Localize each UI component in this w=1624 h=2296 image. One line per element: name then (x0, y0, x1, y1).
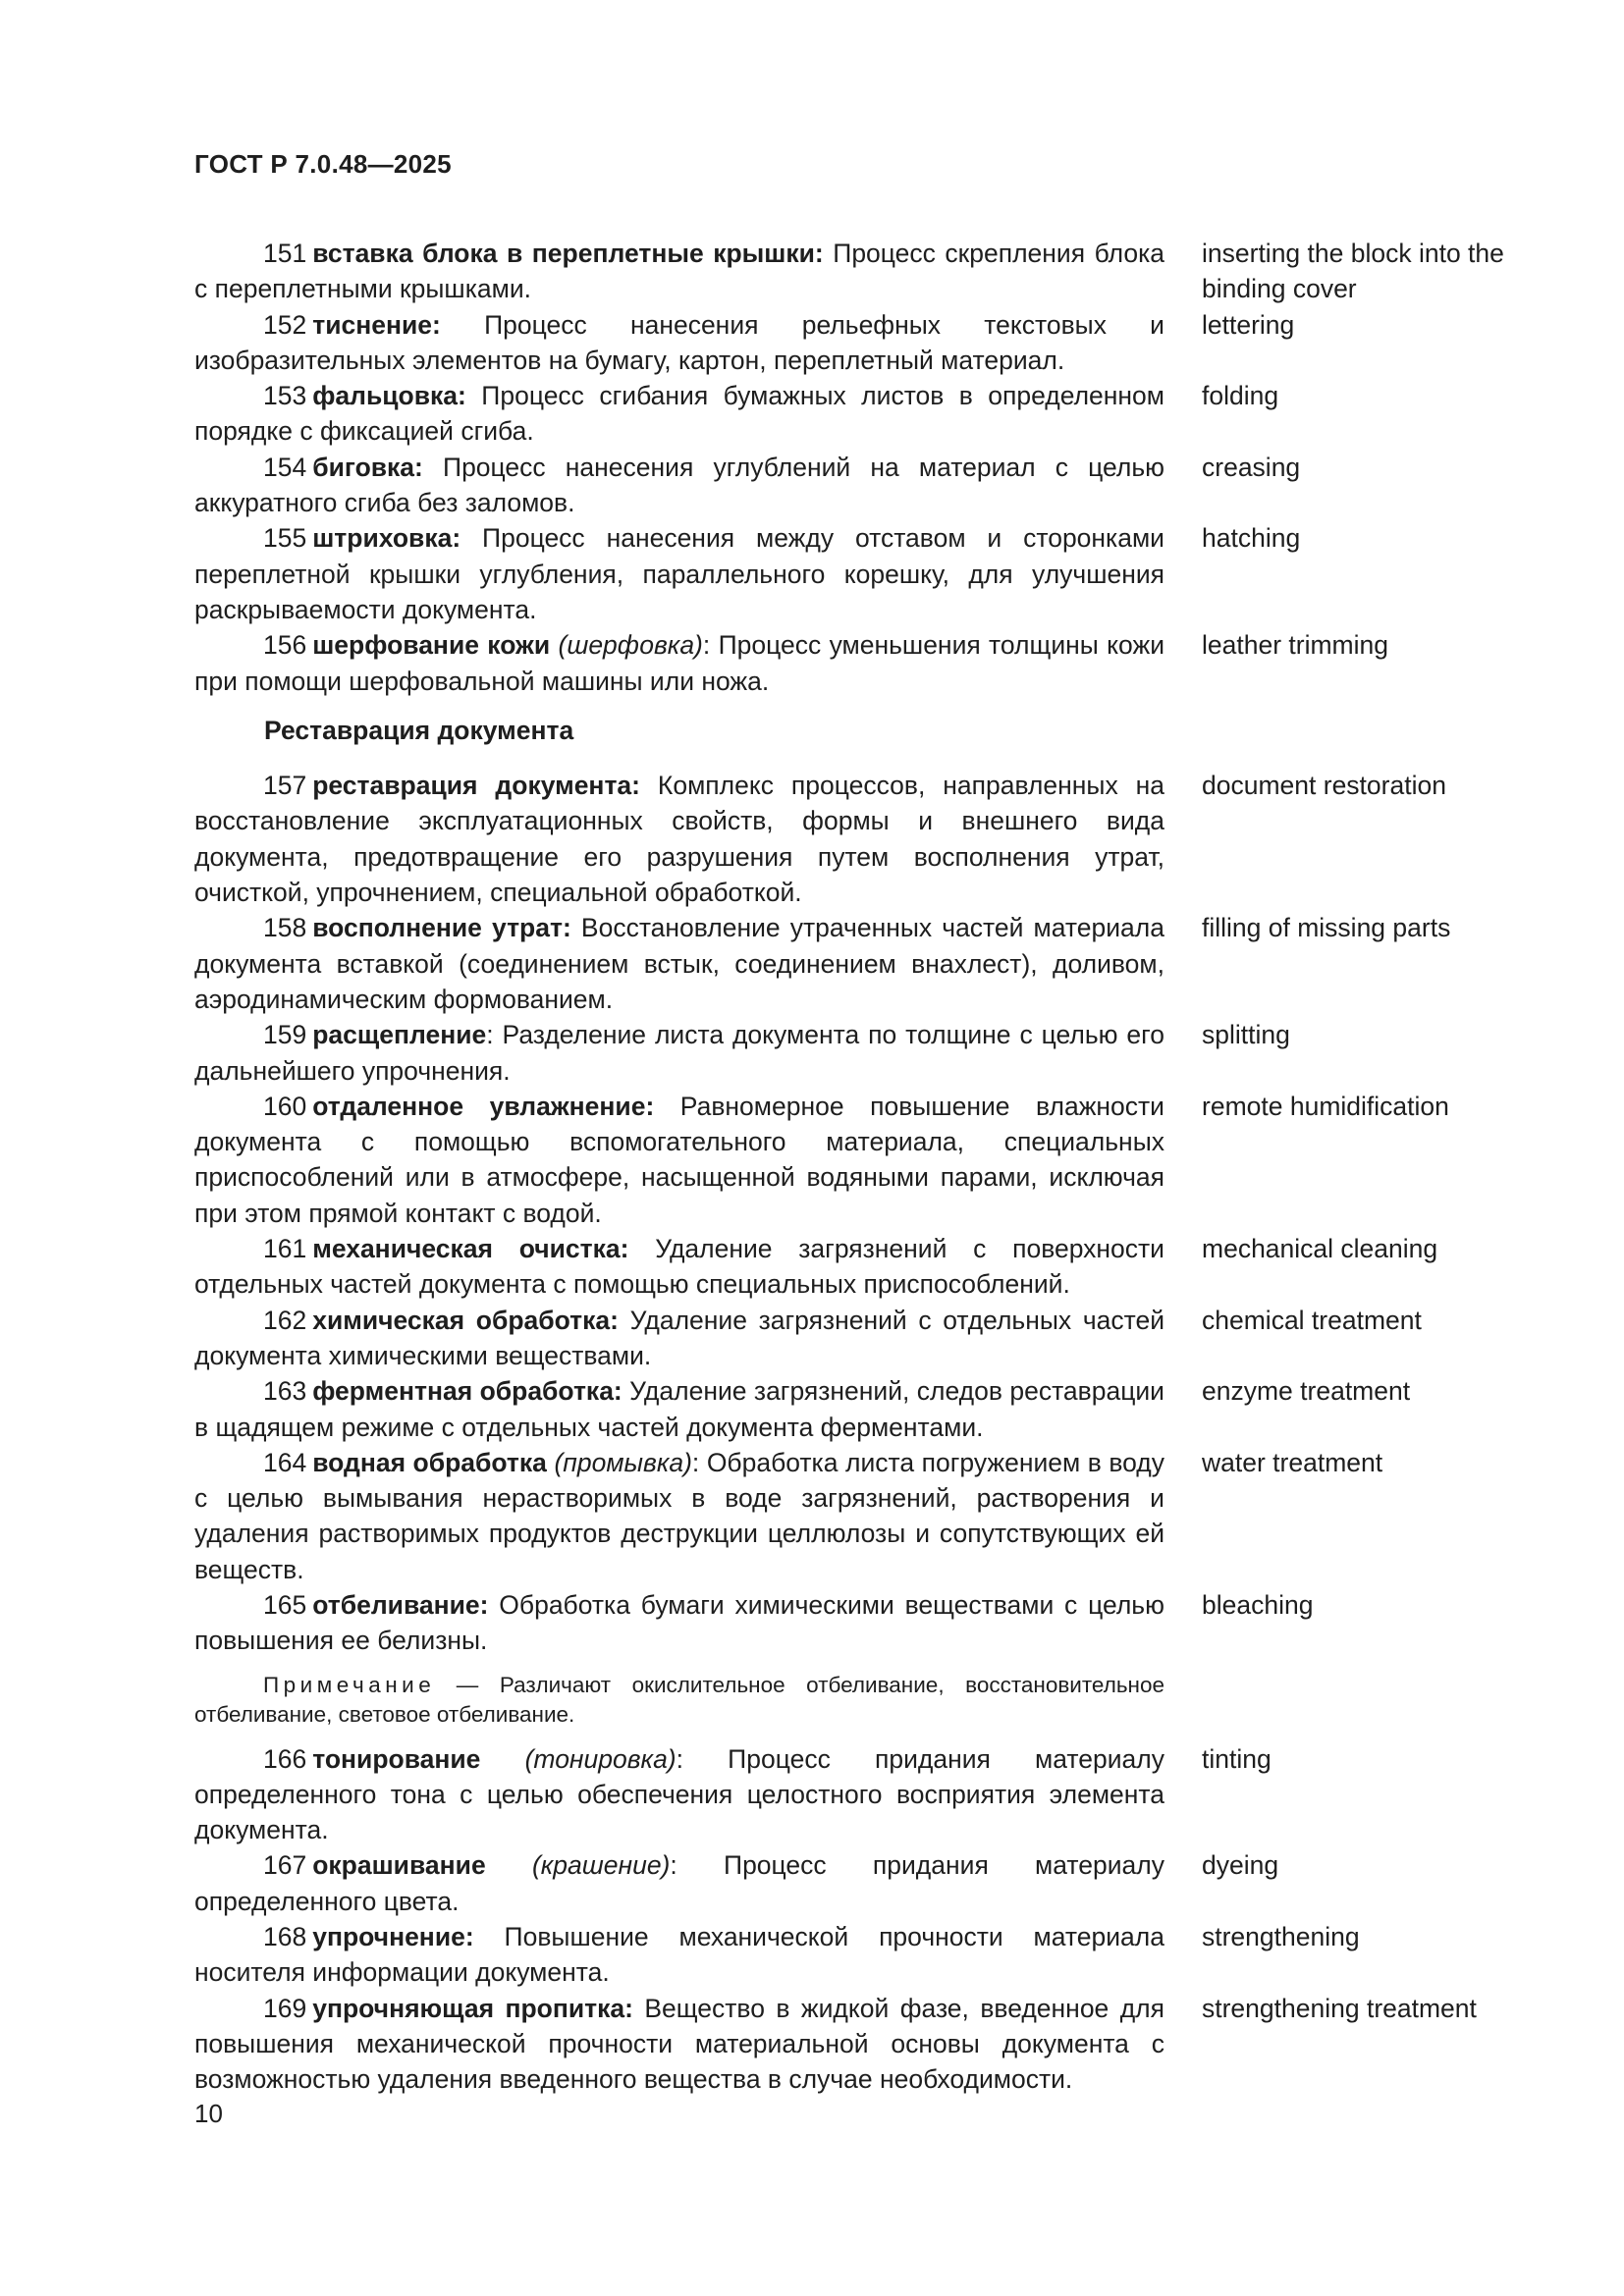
term-entry (194, 236, 1569, 307)
term-definition-ru (194, 627, 1164, 699)
document-code-header: ГОСТ Р 7.0.48—2025 (194, 149, 452, 179)
term-definition-ru (194, 768, 1164, 910)
term-definition-text: Вещество в жидкой фазе, введенное для повышения механической прочности материальной основы документа с возможностью удаления введенного вещества в случае необходимости. (194, 1993, 1164, 2095)
term-number: 169 (263, 1993, 307, 2023)
term-definition-text: Разделение листа документа по толщине с целью его дальнейшего упрочнения. (194, 1020, 1164, 1086)
term-entry (194, 520, 1569, 627)
term-number: 168 (263, 1922, 307, 1952)
term-entry (194, 1991, 1569, 2098)
term-definition-ru (194, 1741, 1164, 1848)
term-name: ферментная обработка: (312, 1376, 623, 1407)
term-definition-ru (194, 520, 1164, 627)
term-number: 153 (263, 381, 307, 411)
term-english-equivalent: hatching (1202, 523, 1301, 554)
term-name: отбеливание: (312, 1589, 489, 1620)
term-name: реставрация документа: (312, 771, 640, 801)
term-english-equivalent: filling of missing parts (1202, 913, 1451, 943)
term-english-equivalent: tinting (1202, 1743, 1272, 1774)
term-name: отдаленное увлажнение: (312, 1091, 655, 1121)
term-definition-ru (194, 1919, 1164, 1991)
term-definition-text: Удаление загрязнений, следов реставрации в щадящем режиме с отдельных частей документа ферментами. (194, 1376, 1164, 1442)
term-definition-text: Удаление загрязнений с отдельных частей документа химическими веществами. (194, 1305, 1164, 1370)
term-definition-text: Процесс нанесения углублений на материал с целью аккуратного сгиба без заломов. (194, 452, 1164, 518)
term-separator: : (702, 630, 711, 661)
term-definition-ru (194, 1373, 1164, 1445)
term-definition-ru (194, 450, 1164, 521)
term-synonym: (шерфовка) (550, 630, 703, 661)
entries-group-treatment (194, 1741, 1569, 2098)
term-name: тиснение: (312, 309, 441, 340)
term-definition-ru (194, 1303, 1164, 1374)
term-number: 166 (263, 1743, 307, 1774)
term-separator: : (691, 1447, 700, 1477)
term-name: окрашивание (312, 1850, 486, 1881)
term-entry (194, 307, 1569, 379)
term-number: 156 (263, 630, 307, 661)
term-definition-ru (194, 1991, 1164, 2098)
term-definition-text: Восстановление утраченных частей материала документа вставкой (соединением встык, соединением внахлест), доливом, аэродинамическим формованием. (194, 913, 1164, 1014)
term-entry (194, 1089, 1569, 1231)
term-name: механическая очистка: (312, 1234, 629, 1264)
term-number: 161 (263, 1234, 307, 1264)
term-name: тонирование (312, 1743, 481, 1774)
term-english-equivalent: strengthening (1202, 1922, 1360, 1952)
term-definition-text: Процесс придания материалу определенного тона с целью обеспечения целостного восприятия элемента документа. (194, 1743, 1164, 1845)
term-separator: : (676, 1743, 684, 1774)
term-number: 151 (263, 239, 307, 268)
term-english-equivalent: remote humidification (1202, 1091, 1449, 1121)
term-english-equivalent: folding (1202, 381, 1279, 411)
term-entry (194, 1017, 1569, 1089)
term-number: 157 (263, 771, 307, 801)
page-content (194, 236, 1569, 2098)
term-name: упрочнение: (312, 1922, 474, 1952)
term-name: химическая обработка: (312, 1305, 619, 1335)
term-definition-text: Удаление загрязнений с поверхности отдельных частей документа с помощью специальных приспособлений. (194, 1234, 1164, 1300)
term-english-equivalent: mechanical cleaning (1202, 1234, 1438, 1264)
term-definition-text: Равномерное повышение влажности документа с помощью вспомогательного материала, специальных приспособлений или в атмосфере, насыщенной водяными парами, исключая при этом прямой контакт с водой. (194, 1091, 1164, 1228)
term-entry (194, 450, 1569, 521)
note-text: — Различают окислительное отбеливание, восстановительное отбеливание, световое отбеливание. (194, 1672, 1164, 1727)
term-definition-text: Процесс скрепления блока с переплетными крышками. (194, 239, 1164, 304)
term-definition-ru (194, 378, 1164, 450)
page-number: 10 (194, 2099, 223, 2128)
term-separator: : (486, 1020, 494, 1050)
term-definition-ru (194, 910, 1164, 1017)
term-entry (194, 627, 1569, 699)
term-english-equivalent: water treatment (1202, 1447, 1383, 1477)
term-entry (194, 1303, 1569, 1374)
term-definition-text: Процесс уменьшения толщины кожи при помощи шерфовальной машины или ножа. (194, 630, 1165, 696)
term-definition-ru (194, 1231, 1164, 1303)
term-entry (194, 1231, 1569, 1303)
note (194, 1671, 1164, 1730)
term-number: 154 (263, 452, 307, 482)
term-definition-ru (194, 1445, 1164, 1587)
term-name: биговка: (312, 452, 423, 482)
term-number: 167 (263, 1850, 307, 1881)
term-entry (194, 1919, 1569, 1991)
term-name: восполнение утрат: (312, 913, 571, 943)
entries-group-binding (194, 236, 1569, 699)
term-english-equivalent: chemical treatment (1202, 1305, 1422, 1335)
note-label: Примечание (263, 1672, 436, 1697)
term-definition-text: Процесс придания материалу определенного цвета. (194, 1850, 1165, 1916)
term-entry (194, 910, 1569, 1017)
term-synonym: (крашение) (485, 1850, 671, 1881)
term-english-equivalent: splitting (1202, 1020, 1290, 1050)
term-definition-text: Обработка листа погружением в воду с целью вымывания нерастворимых в воде загрязнений, растворения и удаления растворимых продуктов деструкции целлюлозы и сопутствующих ей веществ. (194, 1447, 1165, 1584)
term-english-equivalent: document restoration (1202, 771, 1446, 801)
term-definition-ru (194, 1847, 1164, 1919)
term-number: 158 (263, 913, 307, 943)
term-english-equivalent: enzyme treatment (1202, 1376, 1411, 1407)
term-definition-text: Процесс нанесения рельефных текстовых и изобразительных элементов на бумагу, картон, переплетный материал. (194, 309, 1164, 375)
term-name: фальцовка: (312, 381, 466, 411)
term-english-equivalent: inserting the block into the binding cover (1202, 239, 1504, 304)
term-entry (194, 378, 1569, 450)
term-entry (194, 1373, 1569, 1445)
term-synonym: (тонировка) (480, 1743, 677, 1774)
term-definition-text: Процесс нанесения между отставом и сторонками переплетной крышки углубления, параллельного корешку, для улучшения раскрываемости документа. (194, 523, 1164, 624)
term-name: расщепление (312, 1020, 487, 1050)
term-english-equivalent: leather trimming (1202, 630, 1388, 661)
term-separator: : (670, 1850, 677, 1881)
term-entry (194, 1445, 1569, 1587)
term-definition-ru (194, 236, 1164, 307)
term-definition-ru (194, 1017, 1164, 1089)
term-entry (194, 1847, 1569, 1919)
term-english-equivalent: lettering (1202, 309, 1295, 340)
term-definition-text: Процесс сгибания бумажных листов в определенном порядке с фиксацией сгиба. (194, 381, 1164, 447)
term-entry (194, 1587, 1569, 1659)
term-synonym: (промывка) (546, 1447, 692, 1477)
term-entry (194, 768, 1569, 910)
term-number: 165 (263, 1589, 307, 1620)
term-definition-text: Обработка бумаги химическими веществами с целью повышения ее белизны. (194, 1589, 1164, 1656)
term-number: 155 (263, 523, 307, 554)
term-english-equivalent: creasing (1202, 452, 1301, 482)
section-title: Реставрация документа (264, 715, 574, 745)
term-number: 152 (263, 309, 307, 340)
term-name: водная обработка (312, 1447, 547, 1477)
term-number: 164 (263, 1447, 307, 1477)
term-english-equivalent: bleaching (1202, 1589, 1314, 1620)
term-definition-text: Комплекс процессов, направленных на восстановление эксплуатационных свойств, формы и внешнего вида документа, предотвращение его разрушения путем восполнения утрат, очисткой, упрочнением, специальной обработкой. (194, 771, 1164, 908)
term-definition-ru (194, 1089, 1164, 1231)
term-number: 159 (263, 1020, 307, 1050)
term-name: вставка блока в переплетные крышки: (312, 239, 824, 268)
term-name: упрочняющая пропитка: (312, 1993, 633, 2023)
term-definition-text: Повышение механической прочности материала носителя информации документа. (194, 1922, 1164, 1988)
entries-group-restoration (194, 768, 1569, 1658)
term-number: 163 (263, 1376, 307, 1407)
term-definition-ru (194, 307, 1164, 379)
term-english-equivalent: strengthening treatment (1202, 1993, 1477, 2023)
term-name: штриховка: (312, 523, 461, 554)
term-entry (194, 1741, 1569, 1848)
term-definition-ru (194, 1587, 1164, 1659)
term-number: 162 (263, 1305, 307, 1335)
term-number: 160 (263, 1091, 307, 1121)
term-english-equivalent: dyeing (1202, 1850, 1279, 1881)
term-name: шерфование кожи (312, 630, 551, 661)
